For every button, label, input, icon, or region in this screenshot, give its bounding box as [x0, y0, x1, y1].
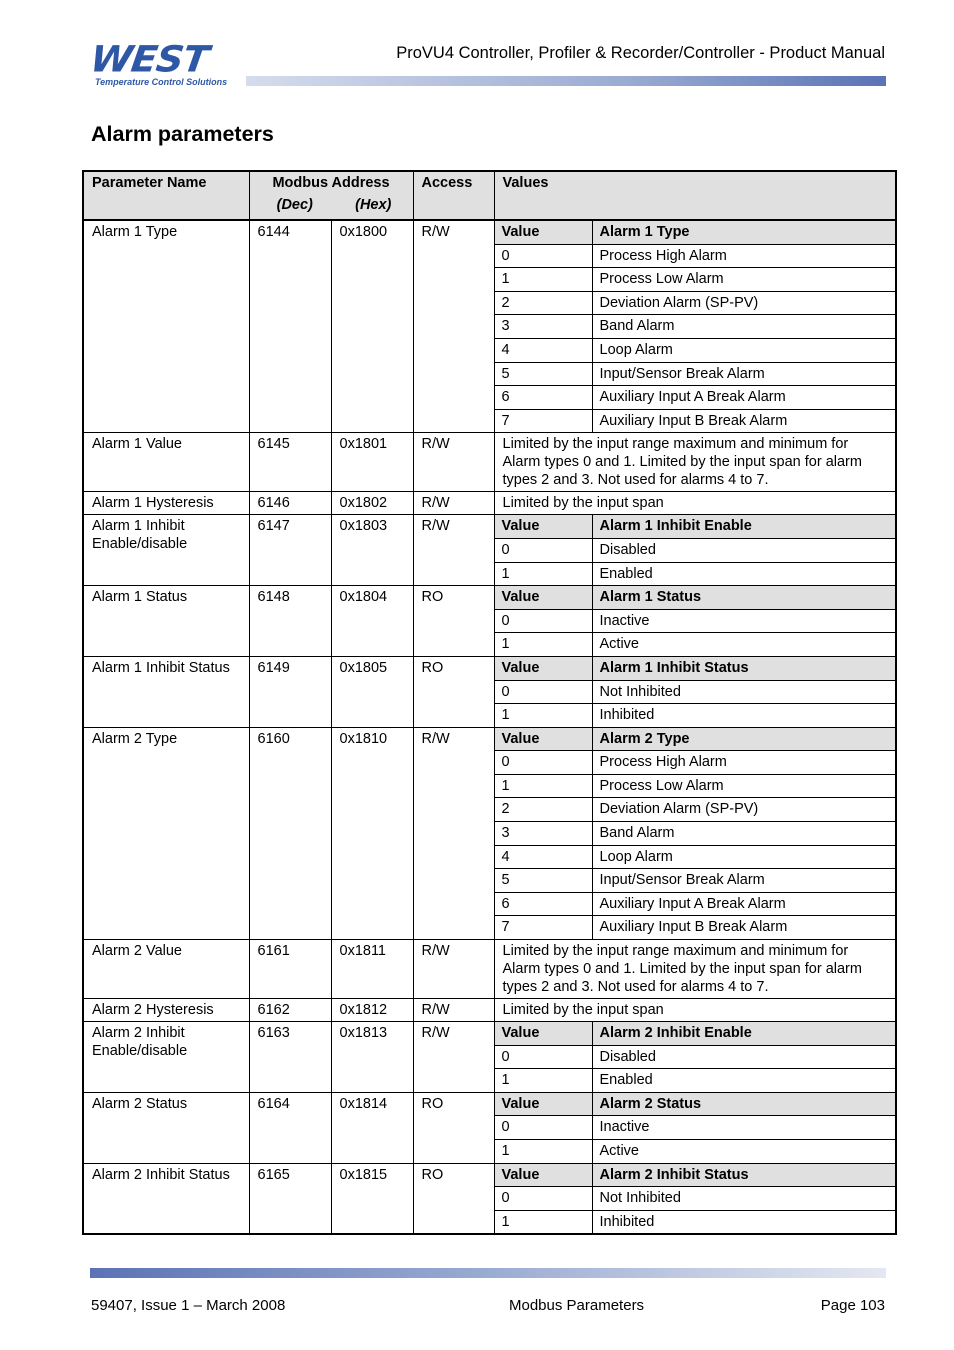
access: R/W — [413, 999, 494, 1022]
values-header-label: Alarm 2 Status — [592, 1093, 895, 1116]
access: R/W — [413, 727, 494, 939]
value-row — [495, 1116, 896, 1140]
value-row — [495, 1187, 896, 1211]
value-label: Inhibited — [599, 707, 655, 724]
access: RO — [413, 586, 494, 657]
value-row — [495, 315, 896, 339]
header-parameter-name: Parameter Name — [83, 171, 249, 220]
value-row — [495, 822, 896, 846]
value-row — [495, 1210, 896, 1233]
modbus-hex: 0x1811 — [331, 940, 413, 999]
table-row — [83, 727, 896, 939]
value-code: 1 — [495, 774, 593, 798]
value-label: Active — [599, 636, 639, 653]
header-modbus-address: Modbus Address (Dec) (Hex) — [249, 171, 413, 220]
value-label: Process High Alarm — [592, 244, 895, 268]
modbus-hex: 0x1800 — [331, 220, 413, 433]
footer-rule — [90, 1268, 886, 1278]
modbus-hex: 0x1804 — [331, 586, 413, 657]
values-table — [495, 515, 896, 585]
value-row — [495, 1069, 896, 1092]
modbus-dec: 6149 — [249, 656, 331, 727]
value-code: 0 — [495, 751, 593, 775]
table-row — [83, 515, 896, 586]
modbus-dec: 6145 — [249, 433, 331, 492]
value-row — [495, 538, 896, 562]
table-row — [83, 656, 896, 727]
header-values: Values — [494, 171, 896, 220]
header-rule — [246, 76, 886, 86]
footer-page-number: Page 103 — [820, 1297, 885, 1314]
value-label: Deviation Alarm (SP-PV) — [592, 798, 895, 822]
values-header-label: Alarm 1 Inhibit Enable — [592, 515, 895, 538]
parameter-name: Alarm 1 Status — [83, 586, 249, 657]
modbus-dec: 6161 — [249, 940, 331, 999]
value-row — [495, 845, 896, 869]
value-label: Inhibited — [599, 1213, 655, 1230]
access: R/W — [413, 1022, 494, 1093]
values-header-row — [495, 515, 896, 538]
parameter-name: Alarm 1 Type — [83, 220, 249, 433]
values-cell — [494, 1163, 896, 1234]
value-code: 1 — [495, 1210, 593, 1233]
value-code: 0 — [495, 680, 593, 704]
value-label: Auxiliary Input B Break Alarm — [599, 412, 788, 429]
footer-section: Modbus Parameters — [509, 1297, 645, 1314]
values-header-row — [495, 1022, 896, 1045]
modbus-hex: 0x1815 — [331, 1163, 413, 1234]
table-row — [83, 999, 896, 1022]
values-cell — [494, 656, 896, 727]
value-code: 0 — [495, 1045, 593, 1069]
parameter-name: Alarm 1 Value — [83, 433, 249, 492]
parameter-name: Alarm 1 Hysteresis — [83, 492, 249, 515]
modbus-hex: 0x1801 — [331, 433, 413, 492]
value-row — [495, 268, 896, 292]
values-header-row — [495, 586, 896, 609]
values-header-row — [495, 728, 896, 751]
manual-title: ProVU4 Controller, Profiler & Recorder/Controller - Product Manual — [396, 44, 885, 62]
values-header-code: Value — [495, 515, 593, 538]
value-row — [495, 892, 896, 916]
header-dec: (Dec) — [276, 197, 313, 213]
modbus-hex: 0x1813 — [331, 1022, 413, 1093]
value-code: 1 — [495, 562, 593, 585]
value-code: 0 — [495, 244, 593, 268]
table-header-row — [83, 171, 896, 220]
value-label: Auxiliary Input A Break Alarm — [592, 892, 895, 916]
values-header-label: Alarm 2 Inhibit Enable — [592, 1022, 895, 1045]
values-cell — [494, 727, 896, 939]
values-header-code: Value — [495, 1022, 593, 1045]
parameter-name: Alarm 1 Inhibit Status — [83, 656, 249, 727]
values-text: Limited by the input range maximum and minimum for Alarm types 0 and 1. Limited by the input span for alarm types 2 and 3. Not used for alarms 4 to 7. — [494, 940, 896, 999]
values-header-code: Value — [495, 221, 593, 244]
value-label: Disabled — [592, 1045, 895, 1069]
modbus-hex: 0x1814 — [331, 1092, 413, 1163]
values-table — [495, 1093, 896, 1163]
value-label: Enabled — [599, 565, 653, 582]
footer-issue: 59407, Issue 1 – March 2008 — [91, 1297, 286, 1314]
header-hex: (Hex) — [355, 197, 392, 213]
value-code: 7 — [495, 409, 593, 432]
value-row — [495, 1045, 896, 1069]
value-row — [495, 291, 896, 315]
values-text: Limited by the input range maximum and minimum for Alarm types 0 and 1. Limited by the input span for alarm types 2 and 3. Not used for alarms 4 to 7. — [494, 433, 896, 492]
values-table — [495, 586, 896, 656]
table-row — [83, 1092, 896, 1163]
access: R/W — [413, 515, 494, 586]
value-row — [495, 562, 896, 585]
parameter-name: Alarm 2 Type — [83, 727, 249, 939]
value-label: Process Low Alarm — [592, 268, 895, 292]
value-label: Process High Alarm — [592, 751, 895, 775]
page-title: Alarm parameters — [91, 122, 274, 146]
values-text: Limited by the input span — [494, 492, 896, 515]
values-header-code: Value — [495, 657, 593, 680]
modbus-dec: 6162 — [249, 999, 331, 1022]
value-label: Loop Alarm — [592, 338, 895, 362]
parameter-name: Alarm 2 Inhibit Enable/disable — [83, 1022, 249, 1093]
modbus-dec: 6144 — [249, 220, 331, 433]
value-label: Auxiliary Input A Break Alarm — [592, 386, 895, 410]
modbus-dec: 6146 — [249, 492, 331, 515]
value-row — [495, 798, 896, 822]
parameter-name: Alarm 2 Hysteresis — [83, 999, 249, 1022]
table-row — [83, 940, 896, 999]
value-code: 6 — [495, 386, 593, 410]
value-code: 2 — [495, 798, 593, 822]
value-code: 7 — [495, 916, 593, 939]
table-row — [83, 492, 896, 515]
values-header-code: Value — [495, 728, 593, 751]
logo-wordmark: WEST — [87, 38, 211, 80]
access: R/W — [413, 220, 494, 433]
modbus-dec: 6147 — [249, 515, 331, 586]
value-label: Not Inhibited — [592, 1187, 895, 1211]
value-row — [495, 633, 896, 656]
value-code: 0 — [495, 1187, 593, 1211]
modbus-dec: 6148 — [249, 586, 331, 657]
modbus-dec: 6160 — [249, 727, 331, 939]
west-logo — [87, 38, 245, 90]
value-code: 5 — [495, 362, 593, 386]
values-cell — [494, 515, 896, 586]
parameter-name: Alarm 2 Status — [83, 1092, 249, 1163]
access: RO — [413, 1163, 494, 1234]
value-code: 0 — [495, 609, 593, 633]
values-header-label: Alarm 1 Inhibit Status — [592, 657, 895, 680]
value-code: 1 — [495, 633, 593, 656]
value-code: 3 — [495, 822, 593, 846]
value-code: 0 — [495, 538, 593, 562]
access: R/W — [413, 492, 494, 515]
values-header-code: Value — [495, 1164, 593, 1187]
value-code: 5 — [495, 869, 593, 893]
value-label: Input/Sensor Break Alarm — [592, 362, 895, 386]
values-header-row — [495, 657, 896, 680]
value-label: Band Alarm — [592, 315, 895, 339]
value-code: 1 — [495, 704, 593, 727]
value-row — [495, 244, 896, 268]
values-text: Limited by the input span — [494, 999, 896, 1022]
table-row — [83, 1163, 896, 1234]
modbus-hex: 0x1805 — [331, 656, 413, 727]
value-label: Process Low Alarm — [592, 774, 895, 798]
access: RO — [413, 1092, 494, 1163]
values-header-label: Alarm 2 Type — [592, 728, 895, 751]
modbus-hex: 0x1802 — [331, 492, 413, 515]
value-row — [495, 704, 896, 727]
value-label: Band Alarm — [592, 822, 895, 846]
values-header-row — [495, 1093, 896, 1116]
parameter-name: Alarm 1 Inhibit Enable/disable — [83, 515, 249, 586]
value-code: 4 — [495, 845, 593, 869]
modbus-dec: 6165 — [249, 1163, 331, 1234]
value-label: Auxiliary Input B Break Alarm — [599, 919, 788, 936]
values-header-label: Alarm 1 Type — [592, 221, 895, 244]
value-row — [495, 338, 896, 362]
logo-tagline: Temperature Control Solutions — [95, 77, 228, 87]
value-row — [495, 362, 896, 386]
values-table — [495, 1164, 896, 1234]
value-code: 3 — [495, 315, 593, 339]
modbus-dec: 6163 — [249, 1022, 331, 1093]
access: R/W — [413, 433, 494, 492]
value-row — [495, 751, 896, 775]
modbus-hex: 0x1803 — [331, 515, 413, 586]
modbus-dec: 6164 — [249, 1092, 331, 1163]
value-row — [495, 386, 896, 410]
value-code: 1 — [495, 1140, 593, 1163]
values-header-label: Alarm 1 Status — [592, 586, 895, 609]
value-row — [495, 680, 896, 704]
values-cell — [494, 220, 896, 433]
values-cell — [494, 1092, 896, 1163]
header-access: Access — [413, 171, 494, 220]
value-row — [495, 916, 896, 939]
values-table — [495, 657, 896, 727]
table-row — [83, 1022, 896, 1093]
values-header-row — [495, 221, 896, 244]
value-label: Inactive — [592, 1116, 895, 1140]
table-row — [83, 220, 896, 433]
value-code: 2 — [495, 291, 593, 315]
values-header-row — [495, 1164, 896, 1187]
value-code: 4 — [495, 338, 593, 362]
values-table — [495, 728, 896, 939]
values-table — [495, 1022, 896, 1092]
values-header-code: Value — [495, 1093, 593, 1116]
value-label: Enabled — [599, 1072, 653, 1089]
parameter-name: Alarm 2 Value — [83, 940, 249, 999]
parameter-name: Alarm 2 Inhibit Status — [83, 1163, 249, 1234]
values-header-code: Value — [495, 586, 593, 609]
value-code: 1 — [495, 1069, 593, 1092]
value-label: Active — [599, 1143, 639, 1159]
value-code: 1 — [495, 268, 593, 292]
modbus-hex: 0x1810 — [331, 727, 413, 939]
access: R/W — [413, 940, 494, 999]
value-label: Inactive — [592, 609, 895, 633]
value-code: 6 — [495, 892, 593, 916]
value-row — [495, 774, 896, 798]
value-label: Disabled — [592, 538, 895, 562]
value-row — [495, 869, 896, 893]
value-row — [495, 609, 896, 633]
value-label: Loop Alarm — [592, 845, 895, 869]
values-header-label: Alarm 2 Inhibit Status — [592, 1164, 895, 1187]
table-row — [83, 433, 896, 492]
value-label: Input/Sensor Break Alarm — [592, 869, 895, 893]
values-cell — [494, 1022, 896, 1093]
values-cell — [494, 586, 896, 657]
table-row — [83, 586, 896, 657]
values-table — [495, 221, 896, 432]
value-code: 0 — [495, 1116, 593, 1140]
value-row — [495, 409, 896, 432]
access: RO — [413, 656, 494, 727]
alarm-parameters-table — [82, 170, 897, 1235]
value-row — [495, 1140, 896, 1163]
modbus-hex: 0x1812 — [331, 999, 413, 1022]
value-label: Not Inhibited — [592, 680, 895, 704]
value-label: Deviation Alarm (SP-PV) — [592, 291, 895, 315]
